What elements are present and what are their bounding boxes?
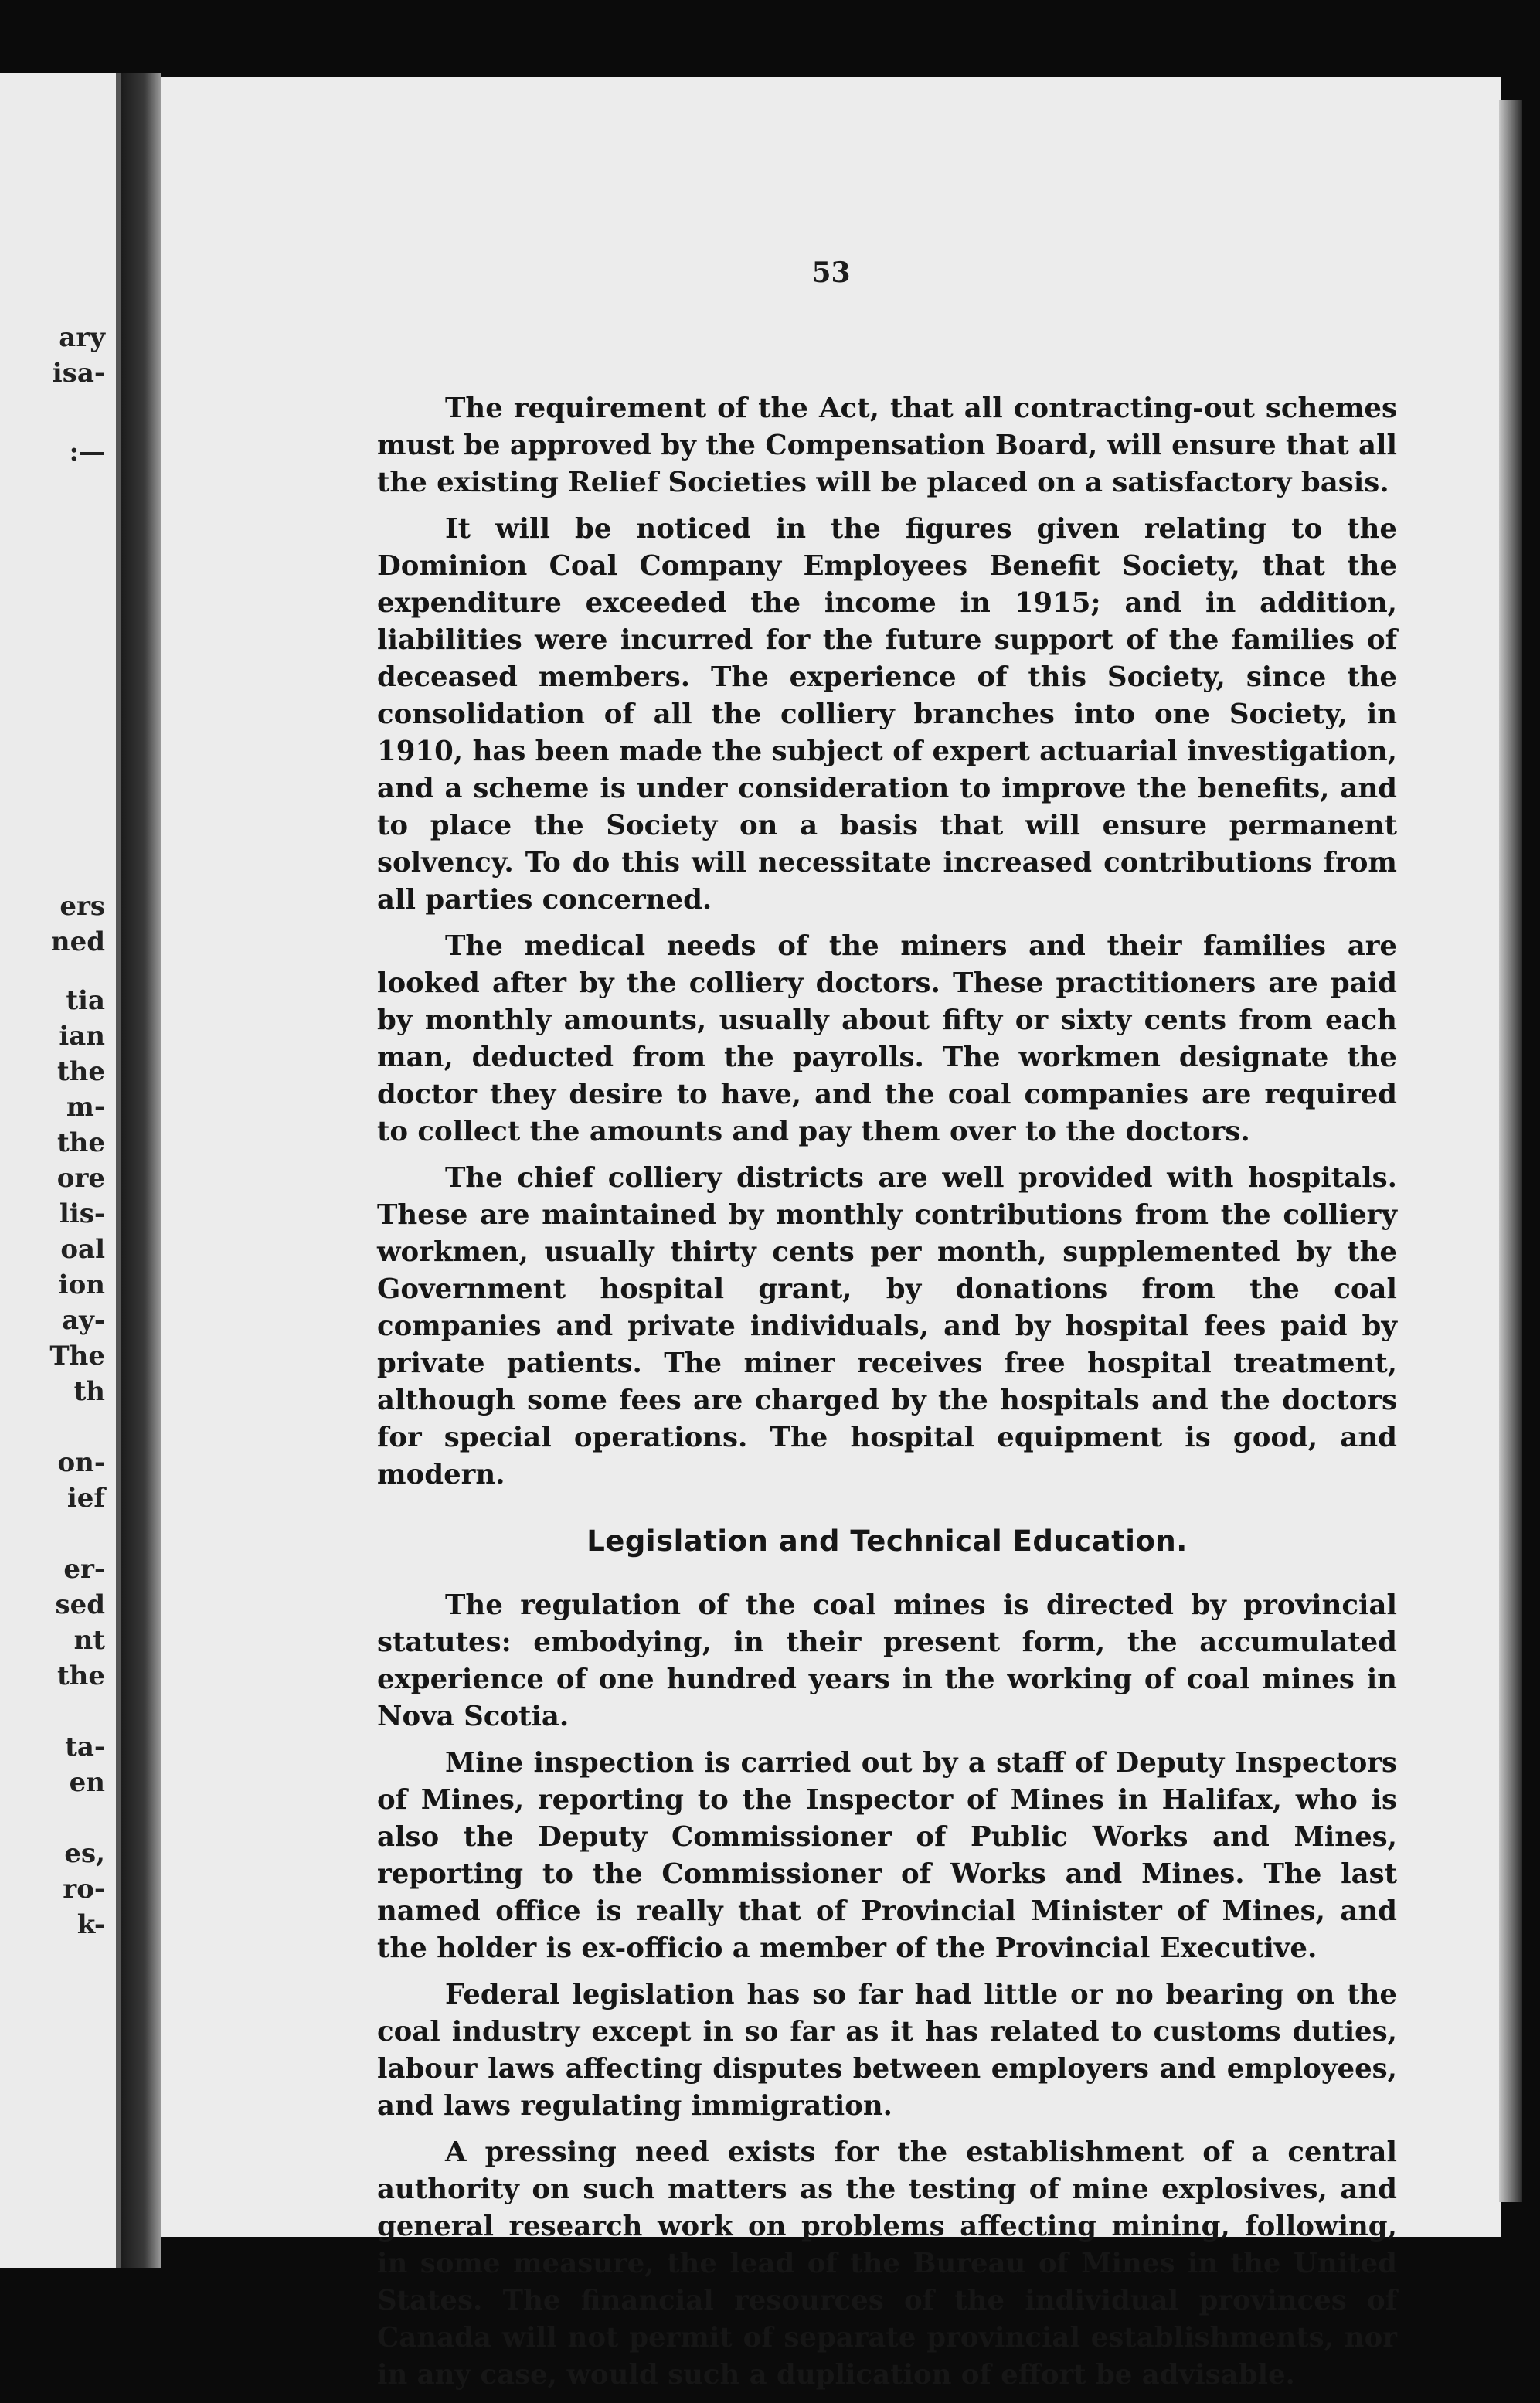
fragment-text: ian: [59, 1021, 105, 1052]
paragraph: The regulation of the coal mines is directed by provincial statutes: embodying, in their present form, the accumulated experience of one hundred years in the working of coal mines in Nova Scotia.: [377, 1589, 1397, 1732]
previous-page-edge: [0, 73, 121, 2268]
section-heading: Legislation and Technical Education.: [586, 1524, 1188, 1558]
fragment-text: ned: [50, 926, 105, 957]
paragraph: It will be noticed in the figures given relating to the Dominion Coal Company Employees Benefit Society, that the expenditure exceeded the income in 1915; and in addition, liabilities were incurred for the future support of the families of deceased members. The experience of this Society, since the consolidation of all the colliery branches into one Society, in 1910, has been made the subject of expert actuarial investigation, and a scheme is under consideration to improve the benefits, and to place the Society on a basis that will ensure permanent solvency. To do this will necessitate increased contributions from all parties concerned.: [377, 513, 1397, 916]
fragment-text: on-: [57, 1447, 105, 1478]
fragment-text: lis-: [59, 1198, 105, 1229]
fragment-text: k-: [76, 1909, 105, 1940]
fragment-text: the: [56, 1660, 105, 1691]
fragment-text: the: [56, 1056, 105, 1087]
fragment-text: m-: [66, 1092, 105, 1123]
fragment-text: ers: [59, 891, 105, 922]
fragment-text: th: [73, 1376, 105, 1407]
fragment-text: ta-: [65, 1732, 105, 1762]
fragment-text: er-: [63, 1554, 105, 1585]
fragment-text: ay-: [62, 1305, 105, 1336]
fragment-text: oal: [60, 1234, 105, 1265]
fragment-text: es,: [64, 1838, 105, 1869]
fragment-text: en: [69, 1767, 105, 1798]
fragment-text: ary: [59, 322, 105, 353]
fragment-text: The: [49, 1341, 105, 1371]
paragraph: The medical needs of the miners and their families are looked after by the colliery doctors. These practitioners are paid by monthly amounts, usually about fifty or sixty cents from each man, deducted from the payrolls. The workmen designate the doctor they desire to have, and the coal companies are required to collect the amounts and pay them over to the doctors.: [377, 930, 1397, 1147]
paragraph: Federal legislation has so far had little or no bearing on the coal industry except in so far as it has related to customs duties, labour laws affecting disputes between employers and employees, and laws regulating immigration.: [377, 1979, 1397, 2122]
fragment-text: ore: [56, 1163, 105, 1194]
fragment-text: nt: [73, 1625, 105, 1656]
page-number: 53: [811, 257, 851, 289]
fragment-text: isa-: [52, 358, 105, 389]
paragraph: The requirement of the Act, that all contracting-out schemes must be approved by the Compensation Board, will ensure that all the existing Relief Societies will be placed on a satisfactory basis.: [377, 393, 1397, 498]
body-text: [377, 390, 1397, 2403]
fragment-text: ion: [58, 1269, 105, 1300]
paragraph: A pressing need exists for the establishment of a central authority on such matters as the testing of mine explosives, and general research work on problems affecting mining, following, in some measure, the lead of the Bureau of Mines in the United States. The financial resources of the individual provinces of Canada will not permit of separate provincial establishments, nor in any case, would such a duplication of effort be advisable.: [377, 2136, 1397, 2391]
fragment-text: sed: [55, 1589, 105, 1620]
fragment-text: ief: [66, 1483, 105, 1514]
fragment-text: :—: [69, 437, 105, 467]
page-edge-shadow: [1499, 100, 1522, 2202]
fragment-text: ro-: [63, 1874, 105, 1905]
paragraph: Mine inspection is carried out by a staff of Deputy Inspectors of Mines, reporting to the Inspector of Mines in Halifax, who is also the Deputy Commissioner of Public Works and Mines, reporting to the Commissioner of Works and Mines. The last named office is really that of Provincial Minister of Mines, and the holder is ex-officio a member of the Provincial Executive.: [377, 1747, 1397, 1964]
fragment-text: tia: [66, 985, 105, 1016]
fragment-text: the: [56, 1127, 105, 1158]
paragraph: The chief colliery districts are well provided with hospitals. These are maintained by monthly contributions from the colliery workmen, usually thirty cents per month, supplemented by the Government hospital grant, by donations from the coal companies and private individuals, and by hospital fees paid by private patients. The miner receives free hospital treatment, although some fees are charged by the hospitals and the doctors for special operations. The hospital equipment is good, and modern.: [377, 1162, 1397, 1490]
book-gutter: [121, 73, 161, 2268]
document-page: [161, 77, 1501, 2391]
